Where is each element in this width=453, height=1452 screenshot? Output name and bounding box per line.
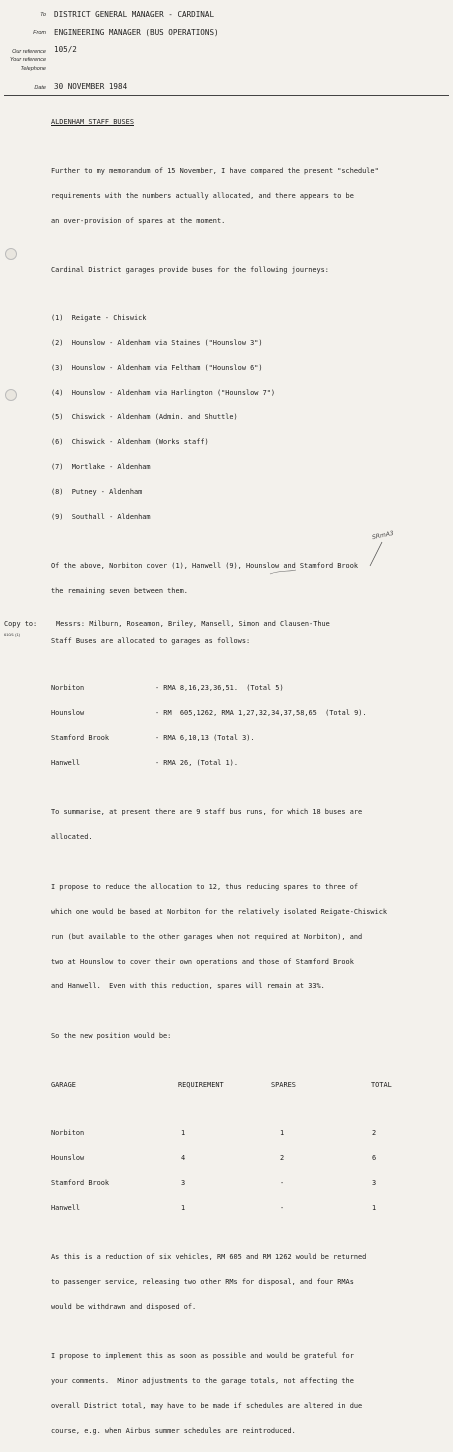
- closing-line: I propose to implement this as soon as possible and would be grateful for: [51, 1352, 354, 1361]
- table-cell: 2: [372, 1128, 377, 1137]
- table-cell: 1: [181, 1203, 186, 1212]
- table-row: [51, 1129, 449, 1137]
- cover-line: Of the above, Norbiton cover (1), Hanwell (9), Hounslow and Stamford Brook: [51, 562, 358, 571]
- intro-line: Further to my memorandum of 15 November, I have compared the present "schedule": [51, 167, 379, 176]
- table-header: GARAGE: [51, 1081, 76, 1090]
- proposal-line: which one would be based at Norbiton for the relatively isolated Reigate-Chiswick: [51, 907, 388, 916]
- memo-body: [51, 101, 449, 1452]
- table-row: [51, 1204, 449, 1212]
- proposal-line: two at Hounslow to cover their own operations and those of Stamford Brook: [51, 957, 354, 966]
- table-cell: 1: [280, 1128, 285, 1137]
- allocation-detail: - RMA 8,16,23,36,51. (Total 5): [155, 684, 284, 693]
- table-cell: Norbiton: [51, 1128, 85, 1137]
- from-value: ENGINEERING MANAGER (BUS OPERATIONS): [54, 28, 219, 37]
- journey-item: (3) Hounslow - Aldenham via Feltham ("Hounslow 6"): [51, 363, 263, 372]
- table-cell: 6: [372, 1153, 377, 1162]
- allocation-row: [51, 734, 449, 742]
- table-cell: 4: [181, 1153, 186, 1162]
- table-row: [51, 1154, 449, 1162]
- header-divider: [4, 95, 449, 96]
- table-header: SPARES: [271, 1081, 296, 1090]
- copy-to-recipients: Messrs: Milburn, Roseamon, Briley, Mansell, Simon and Clausen-Thue: [56, 620, 330, 628]
- journey-item: (9) Southall - Aldenham: [51, 512, 151, 521]
- new-position-intro: So the new position would be:: [51, 1031, 172, 1040]
- handwritten-annotation: SRmA3: [371, 529, 395, 542]
- date-label: Date: [34, 85, 46, 91]
- allocation-garage: Norbiton: [51, 684, 85, 693]
- telephone-label: Telephone: [20, 66, 46, 72]
- punch-hole: [5, 248, 17, 260]
- journey-item: (8) Putney - Aldenham: [51, 488, 143, 497]
- allocation-detail: - RM 605,1262, RMA 1,27,32,34,37,58,65 (Total 9).: [155, 709, 367, 718]
- journey-item: (1) Reigate - Chiswick: [51, 313, 147, 322]
- our-reference-label: Our reference: [12, 49, 46, 55]
- proposal-line: run (but available to the other garages when not required at Norbiton), and: [51, 932, 363, 941]
- allocation-garage: Hounslow: [51, 709, 85, 718]
- table-cell: -: [280, 1203, 285, 1212]
- allocation-detail: - RMA 6,10,13 (Total 3).: [155, 734, 255, 743]
- closing-line: overall District total, may have to be made if schedules are altered in due: [51, 1402, 363, 1411]
- table-header-row: [51, 1081, 449, 1089]
- subject-line: ALDENHAM STAFF BUSES: [51, 117, 134, 126]
- allocation-garage: Stamford Brook: [51, 734, 110, 743]
- closing-line: course, e.g. when Airbus summer schedules are reintroduced.: [51, 1426, 296, 1435]
- allocation-detail: - RMA 26, (Total 1).: [155, 758, 238, 767]
- table-cell: 2: [280, 1153, 285, 1162]
- table-header: TOTAL: [371, 1081, 392, 1090]
- reduction-line: to passenger service, releasing two other RMs for disposal, and four RMAs: [51, 1277, 354, 1286]
- journey-item: (6) Chiswick - Aldenham (Works staff): [51, 438, 209, 447]
- to-value: DISTRICT GENERAL MANAGER - CARDINAL: [54, 10, 215, 19]
- table-cell: Hounslow: [51, 1153, 85, 1162]
- journeys-intro: Cardinal District garages provide buses for the following journeys:: [51, 266, 329, 275]
- journey-item: (2) Hounslow - Aldenham via Staines ("Hounslow 3"): [51, 338, 263, 347]
- table-cell: Stamford Brook: [51, 1178, 110, 1187]
- closing-line: your comments. Minor adjustments to the garage totals, not affecting the: [51, 1377, 354, 1386]
- to-label: To: [40, 12, 46, 18]
- date-value: 30 NOVEMBER 1984: [54, 82, 128, 91]
- intro-line: requirements with the numbers actually allocated, and there appears to be: [51, 191, 354, 200]
- proposal-line: I propose to reduce the allocation to 12, thus reducing spares to three of: [51, 882, 358, 891]
- journey-item: (4) Hounslow - Aldenham via Harlington ("Hounslow 7"): [51, 388, 276, 397]
- handwritten-marks: [270, 540, 390, 580]
- your-reference-label: Your reference: [9, 57, 46, 63]
- punch-hole: [5, 389, 17, 401]
- allocation-row: [51, 759, 449, 767]
- intro-line: an over-provision of spares at the moment.: [51, 216, 226, 225]
- cover-line: the remaining seven between them.: [51, 587, 188, 596]
- table-cell: 3: [181, 1178, 186, 1187]
- table-row: [51, 1179, 449, 1187]
- our-reference-value: 105/2: [54, 45, 77, 54]
- proposal-line: and Hanwell. Even with this reduction, spares will remain at 33%.: [51, 982, 325, 991]
- journey-item: (7) Mortlake - Aldenham: [51, 463, 151, 472]
- summary-line: allocated.: [51, 833, 93, 842]
- copy-to-label: Copy to:: [4, 620, 38, 628]
- allocation-garage: Hanwell: [51, 758, 81, 767]
- journey-item: (5) Chiswick - Aldenham (Admin. and Shuttle): [51, 413, 238, 422]
- allocation-row: [51, 709, 449, 717]
- form-code: 610/1 (1): [4, 632, 21, 637]
- table-cell: -: [280, 1178, 285, 1187]
- reduction-line: would be withdrawn and disposed of.: [51, 1302, 197, 1311]
- reduction-line: As this is a reduction of six vehicles, RM 605 and RM 1262 would be returned: [51, 1253, 367, 1261]
- allocation-intro: Staff Buses are allocated to garages as follows:: [51, 636, 251, 645]
- table-cell: 1: [181, 1128, 186, 1137]
- table-header: REQUIREMENT: [178, 1081, 224, 1090]
- table-cell: Hanwell: [51, 1203, 81, 1212]
- table-cell: 3: [372, 1178, 377, 1187]
- allocation-row: [51, 684, 449, 692]
- from-label: From: [33, 30, 46, 36]
- summary-line: To summarise, at present there are 9 staff bus runs, for which 18 buses are: [51, 808, 363, 817]
- table-cell: 1: [372, 1203, 377, 1212]
